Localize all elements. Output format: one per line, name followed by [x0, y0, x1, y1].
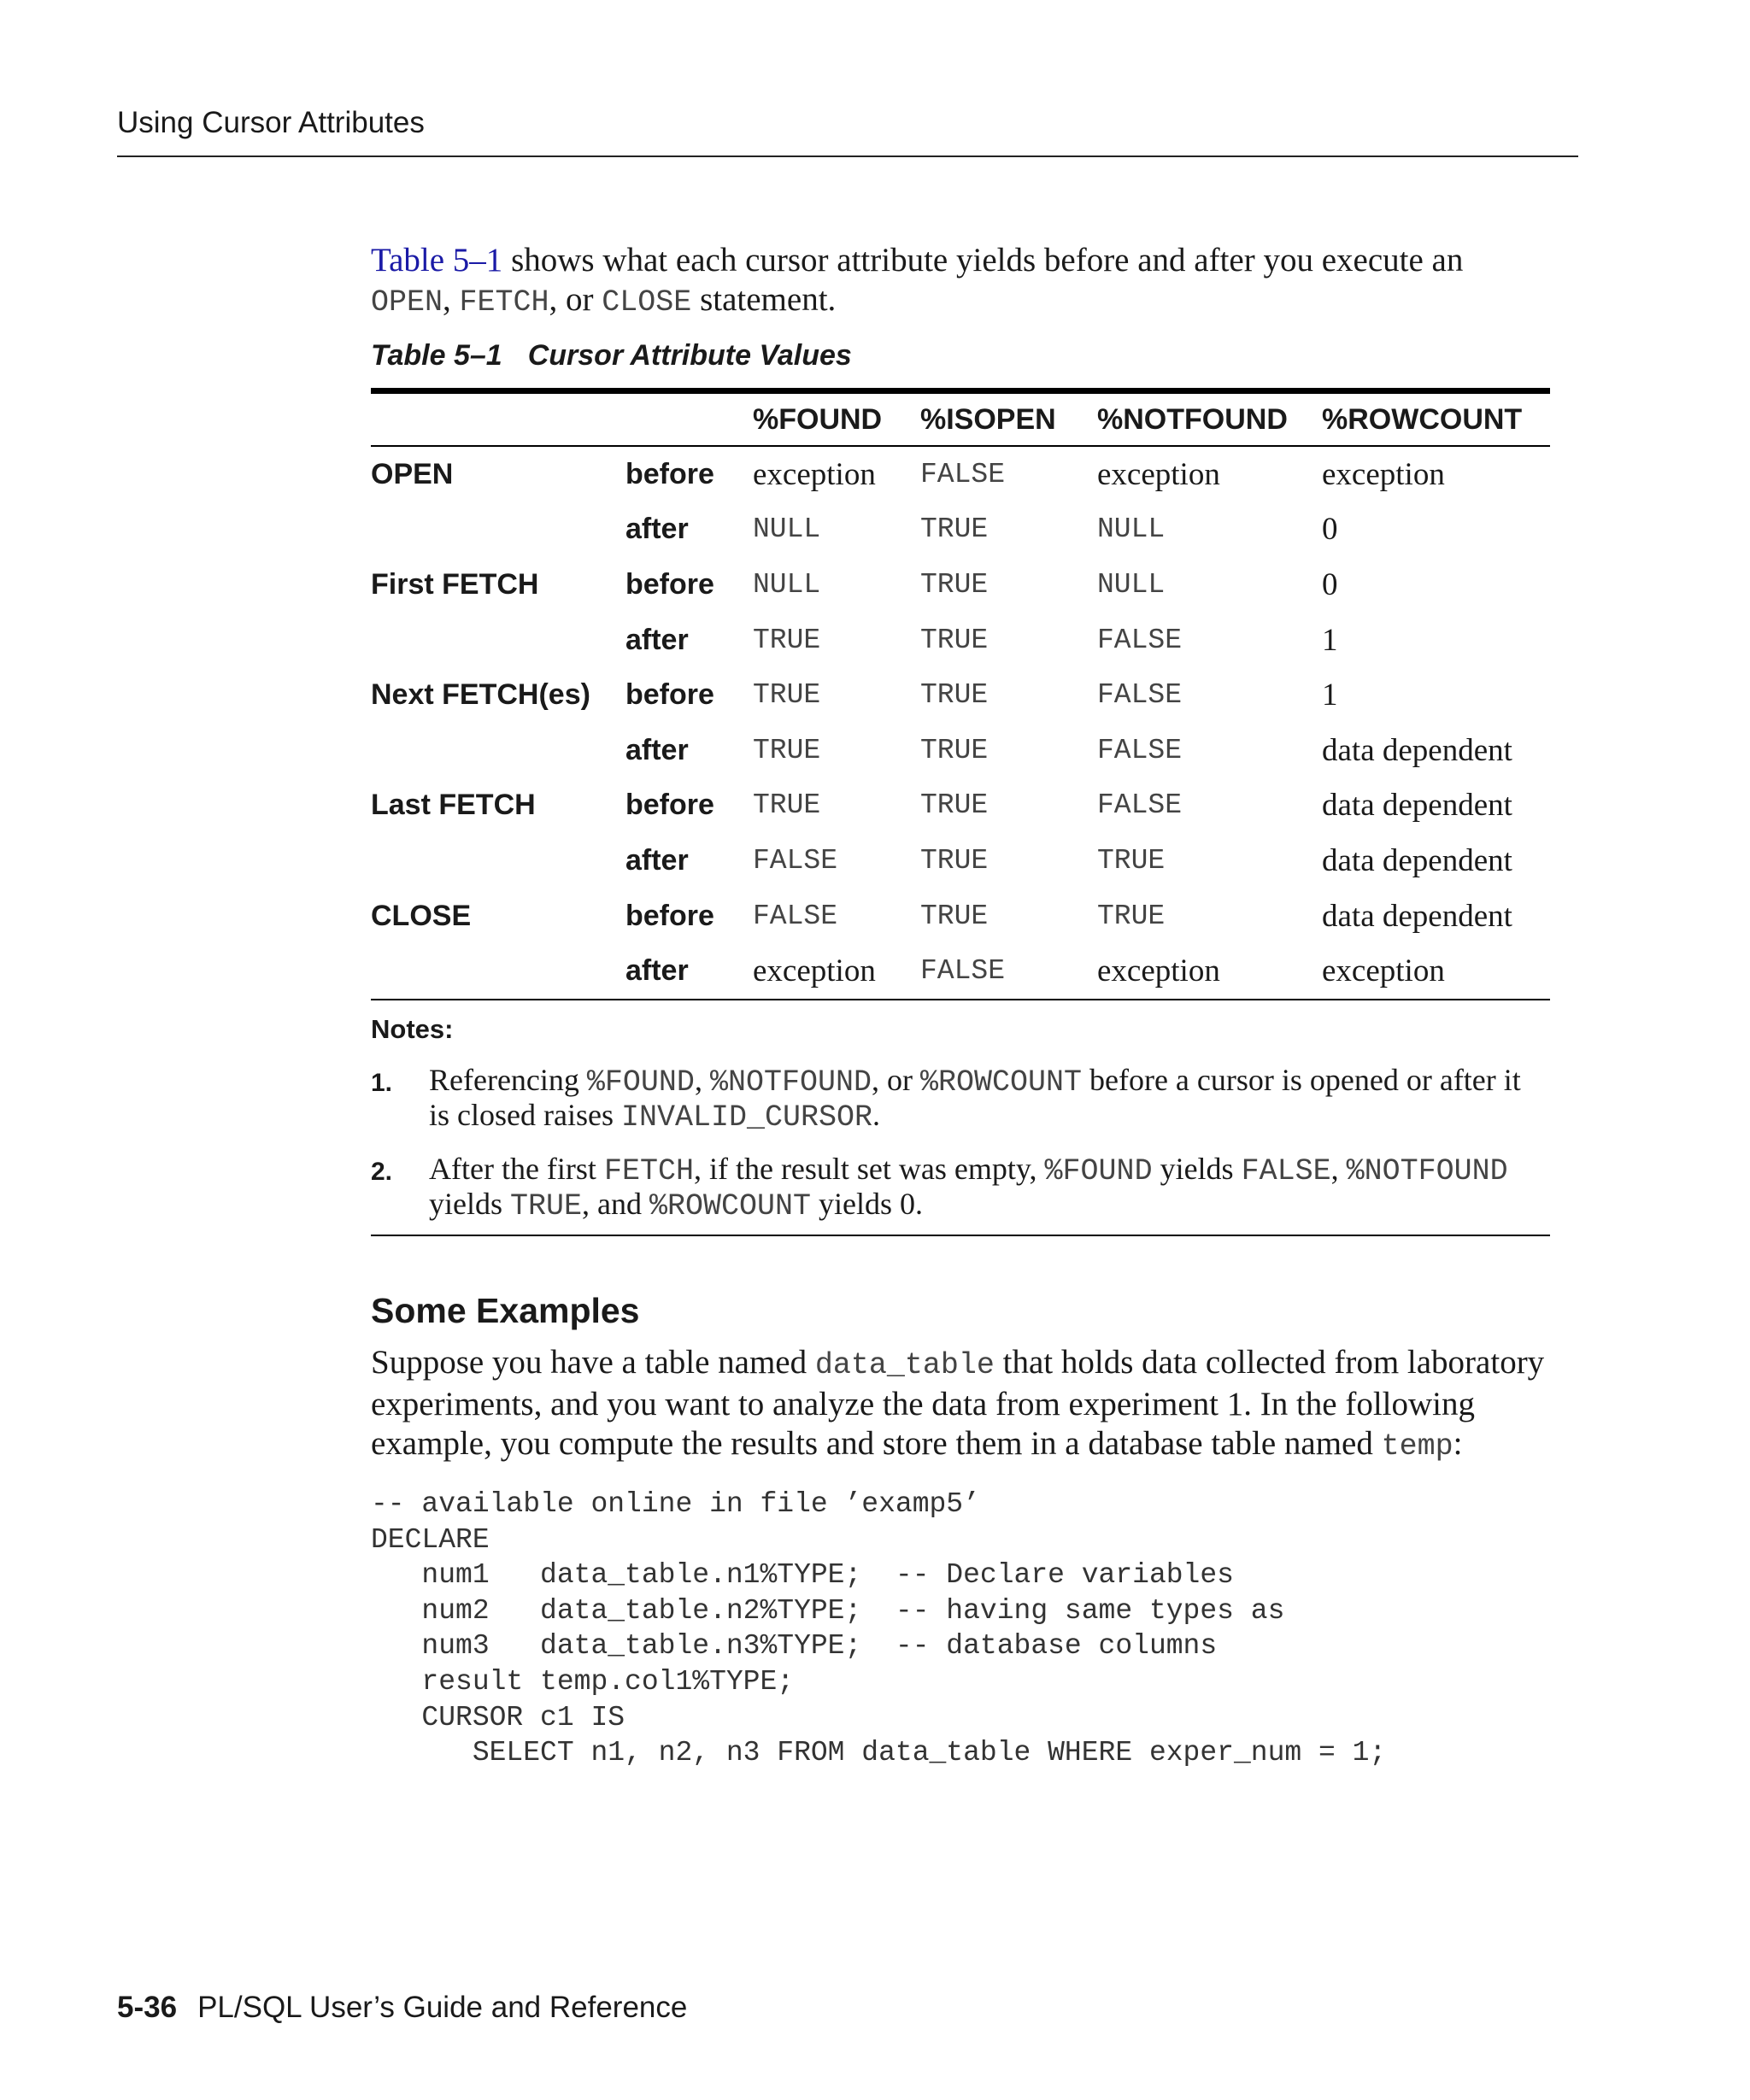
cell-rowcount: data dependent [1322, 788, 1512, 824]
column-header: %NOTFOUND [1097, 391, 1322, 447]
table-row [371, 446, 1550, 502]
row-label [371, 613, 625, 668]
intro-paragraph [371, 241, 1550, 322]
intro-text-1: shows what each cursor attribute yields before and after you execute an [502, 242, 1464, 279]
cell-isopen: TRUE [920, 734, 989, 766]
intro-sep-1: , [443, 281, 460, 318]
note-item [371, 1153, 1550, 1223]
note-code-run: FALSE [1241, 1153, 1331, 1188]
cell-rowcount: exception [1322, 456, 1445, 492]
row-phase: after [625, 954, 689, 988]
running-header: Using Cursor Attributes [117, 106, 425, 139]
section-heading: Some Examples [371, 1290, 640, 1330]
code-data-table: data_table [814, 1347, 995, 1382]
note-text-run: After the first [429, 1151, 604, 1186]
note-code-run: %ROWCOUNT [919, 1065, 1082, 1100]
table-row [371, 557, 1550, 613]
examples-paragraph [371, 1343, 1550, 1466]
cell-notfound: FALSE [1097, 679, 1183, 712]
code-line: num1 data_table.n1%TYPE; -- Declare variables [371, 1559, 1234, 1592]
code-fetch: FETCH [459, 285, 549, 320]
row-label [371, 833, 625, 889]
cell-found: NULL [753, 568, 821, 601]
note-code-run: FETCH [603, 1153, 694, 1188]
examples-text-1: Suppose you have a table named [371, 1343, 815, 1381]
row-phase: after [625, 623, 689, 656]
note-number: 2. [371, 1157, 393, 1186]
cell-notfound: exception [1097, 953, 1220, 989]
intro-text-2: statement. [691, 281, 837, 318]
cell-rowcount: 1 [1322, 678, 1338, 713]
note-text-run: yields [429, 1186, 510, 1221]
table-row [371, 502, 1550, 558]
cell-found: TRUE [753, 734, 821, 766]
table-row [371, 613, 1550, 668]
row-phase: after [625, 843, 689, 877]
note-text-run: , [1330, 1151, 1347, 1186]
column-header: %FOUND [753, 391, 920, 447]
row-label: Last FETCH [371, 789, 536, 822]
cell-isopen: TRUE [920, 844, 989, 877]
note-text-run: . [872, 1097, 881, 1132]
cell-rowcount: 0 [1322, 512, 1338, 548]
note-text-run: yields 0. [811, 1186, 924, 1221]
examples-text-2: that holds data collected from laboratory experiments, and you want to analyze the data from experiment 1. In the following example, you compute the results and store them in a database table named [371, 1343, 1545, 1462]
cell-found: TRUE [753, 624, 821, 656]
code-close: CLOSE [602, 285, 692, 320]
column-header: %ROWCOUNT [1322, 391, 1550, 447]
table-caption [371, 339, 1550, 372]
row-label: First FETCH [371, 567, 539, 601]
table-row [371, 778, 1550, 834]
column-header: %ISOPEN [920, 391, 1097, 447]
code-line: CURSOR c1 IS [371, 1701, 625, 1733]
cell-rowcount: data dependent [1322, 732, 1512, 768]
note-text-run: , if the result set was empty, [693, 1151, 1045, 1186]
cell-rowcount: 0 [1322, 566, 1338, 602]
cell-found: NULL [753, 513, 821, 546]
code-block [371, 1487, 1550, 1771]
row-label [371, 723, 625, 778]
table-row [371, 943, 1550, 1000]
table-row [371, 833, 1550, 889]
note-code-run: %ROWCOUNT [649, 1188, 812, 1223]
code-temp: temp [1381, 1428, 1453, 1464]
row-label: OPEN [371, 457, 454, 490]
cell-found: TRUE [753, 679, 821, 712]
notes-rule [371, 1235, 1550, 1236]
row-phase: before [625, 899, 714, 932]
cell-notfound: FALSE [1097, 624, 1183, 656]
note-text [429, 1064, 1548, 1134]
page-footer [117, 1991, 687, 2025]
row-phase: before [625, 789, 714, 822]
note-item [371, 1064, 1550, 1134]
note-code-run: %NOTFOUND [1346, 1153, 1508, 1188]
cell-notfound: NULL [1097, 513, 1166, 546]
cell-found: FALSE [753, 844, 838, 877]
cell-notfound: TRUE [1097, 844, 1166, 877]
cell-rowcount: exception [1322, 953, 1445, 989]
cell-isopen: TRUE [920, 513, 989, 546]
code-line: num3 data_table.n3%TYPE; -- database columns [371, 1630, 1218, 1663]
table-caption-number: Table 5–1 [371, 339, 502, 372]
note-text-run: Referencing [429, 1062, 587, 1097]
examples-text-3: : [1453, 1424, 1463, 1462]
row-phase: after [625, 513, 689, 546]
note-code-run: %FOUND [1044, 1153, 1153, 1188]
note-text-run: , [694, 1062, 710, 1097]
intro-sep-2: , or [549, 281, 602, 318]
page-content [371, 241, 1550, 1771]
cell-isopen: TRUE [920, 624, 989, 656]
table-row [371, 723, 1550, 778]
notes-title: Notes: [371, 1013, 454, 1044]
table-row [371, 667, 1550, 723]
code-line: num2 data_table.n2%TYPE; -- having same types as [371, 1594, 1285, 1627]
note-text-run: , and [582, 1186, 649, 1221]
cell-isopen: FALSE [920, 955, 1006, 988]
cell-found: exception [753, 456, 876, 492]
table-header-row [371, 391, 1550, 447]
cell-notfound: FALSE [1097, 734, 1183, 766]
cell-notfound: TRUE [1097, 900, 1166, 932]
table-5-1-link[interactable]: Table 5–1 [371, 242, 503, 279]
code-line: DECLARE [371, 1523, 490, 1556]
cell-notfound: FALSE [1097, 789, 1183, 822]
row-label [371, 502, 625, 558]
table-caption-title: Cursor Attribute Values [527, 339, 852, 372]
cell-found: exception [753, 953, 876, 989]
row-phase: before [625, 678, 714, 712]
note-text [429, 1153, 1548, 1223]
cell-rowcount: 1 [1322, 622, 1338, 658]
row-phase: before [625, 567, 714, 601]
cell-isopen: FALSE [920, 458, 1006, 490]
cell-found: TRUE [753, 789, 821, 822]
cell-rowcount: data dependent [1322, 898, 1512, 934]
row-phase: after [625, 733, 689, 766]
note-code-run: %NOTFOUND [709, 1065, 872, 1100]
row-label [371, 943, 625, 1000]
header-rule [117, 155, 1578, 157]
code-line: -- available online in file ’examp5’ [371, 1487, 980, 1520]
cell-notfound: exception [1097, 456, 1220, 492]
note-code-run: %FOUND [586, 1065, 695, 1100]
note-number: 1. [371, 1068, 393, 1097]
row-label: CLOSE [371, 899, 472, 932]
cell-isopen: TRUE [920, 568, 989, 601]
cursor-attribute-table [371, 388, 1550, 1000]
table-row [371, 889, 1550, 944]
cell-isopen: TRUE [920, 789, 989, 822]
cell-rowcount: data dependent [1322, 842, 1512, 878]
column-header [371, 391, 625, 447]
footer-page-number: 5-36 [117, 1991, 178, 2024]
cell-isopen: TRUE [920, 679, 989, 712]
code-line: result temp.col1%TYPE; [371, 1665, 795, 1698]
row-label: Next FETCH(es) [371, 678, 590, 712]
footer-book-title: PL/SQL User’s Guide and Reference [197, 1991, 688, 2024]
column-header [625, 391, 753, 447]
note-text-run: , or [871, 1062, 920, 1097]
cell-isopen: TRUE [920, 900, 989, 932]
code-open: OPEN [371, 285, 443, 320]
cell-notfound: NULL [1097, 568, 1166, 601]
row-phase: before [625, 457, 714, 490]
note-code-run: INVALID_CURSOR [620, 1100, 873, 1135]
code-line: SELECT n1, n2, n3 FROM data_table WHERE exper_num = 1; [371, 1737, 1387, 1769]
note-text-run: yields [1152, 1151, 1242, 1186]
cell-found: FALSE [753, 900, 838, 932]
note-text-run: before a cursor is opened or after it is closed raises [429, 1062, 1521, 1132]
note-code-run: TRUE [510, 1188, 583, 1223]
